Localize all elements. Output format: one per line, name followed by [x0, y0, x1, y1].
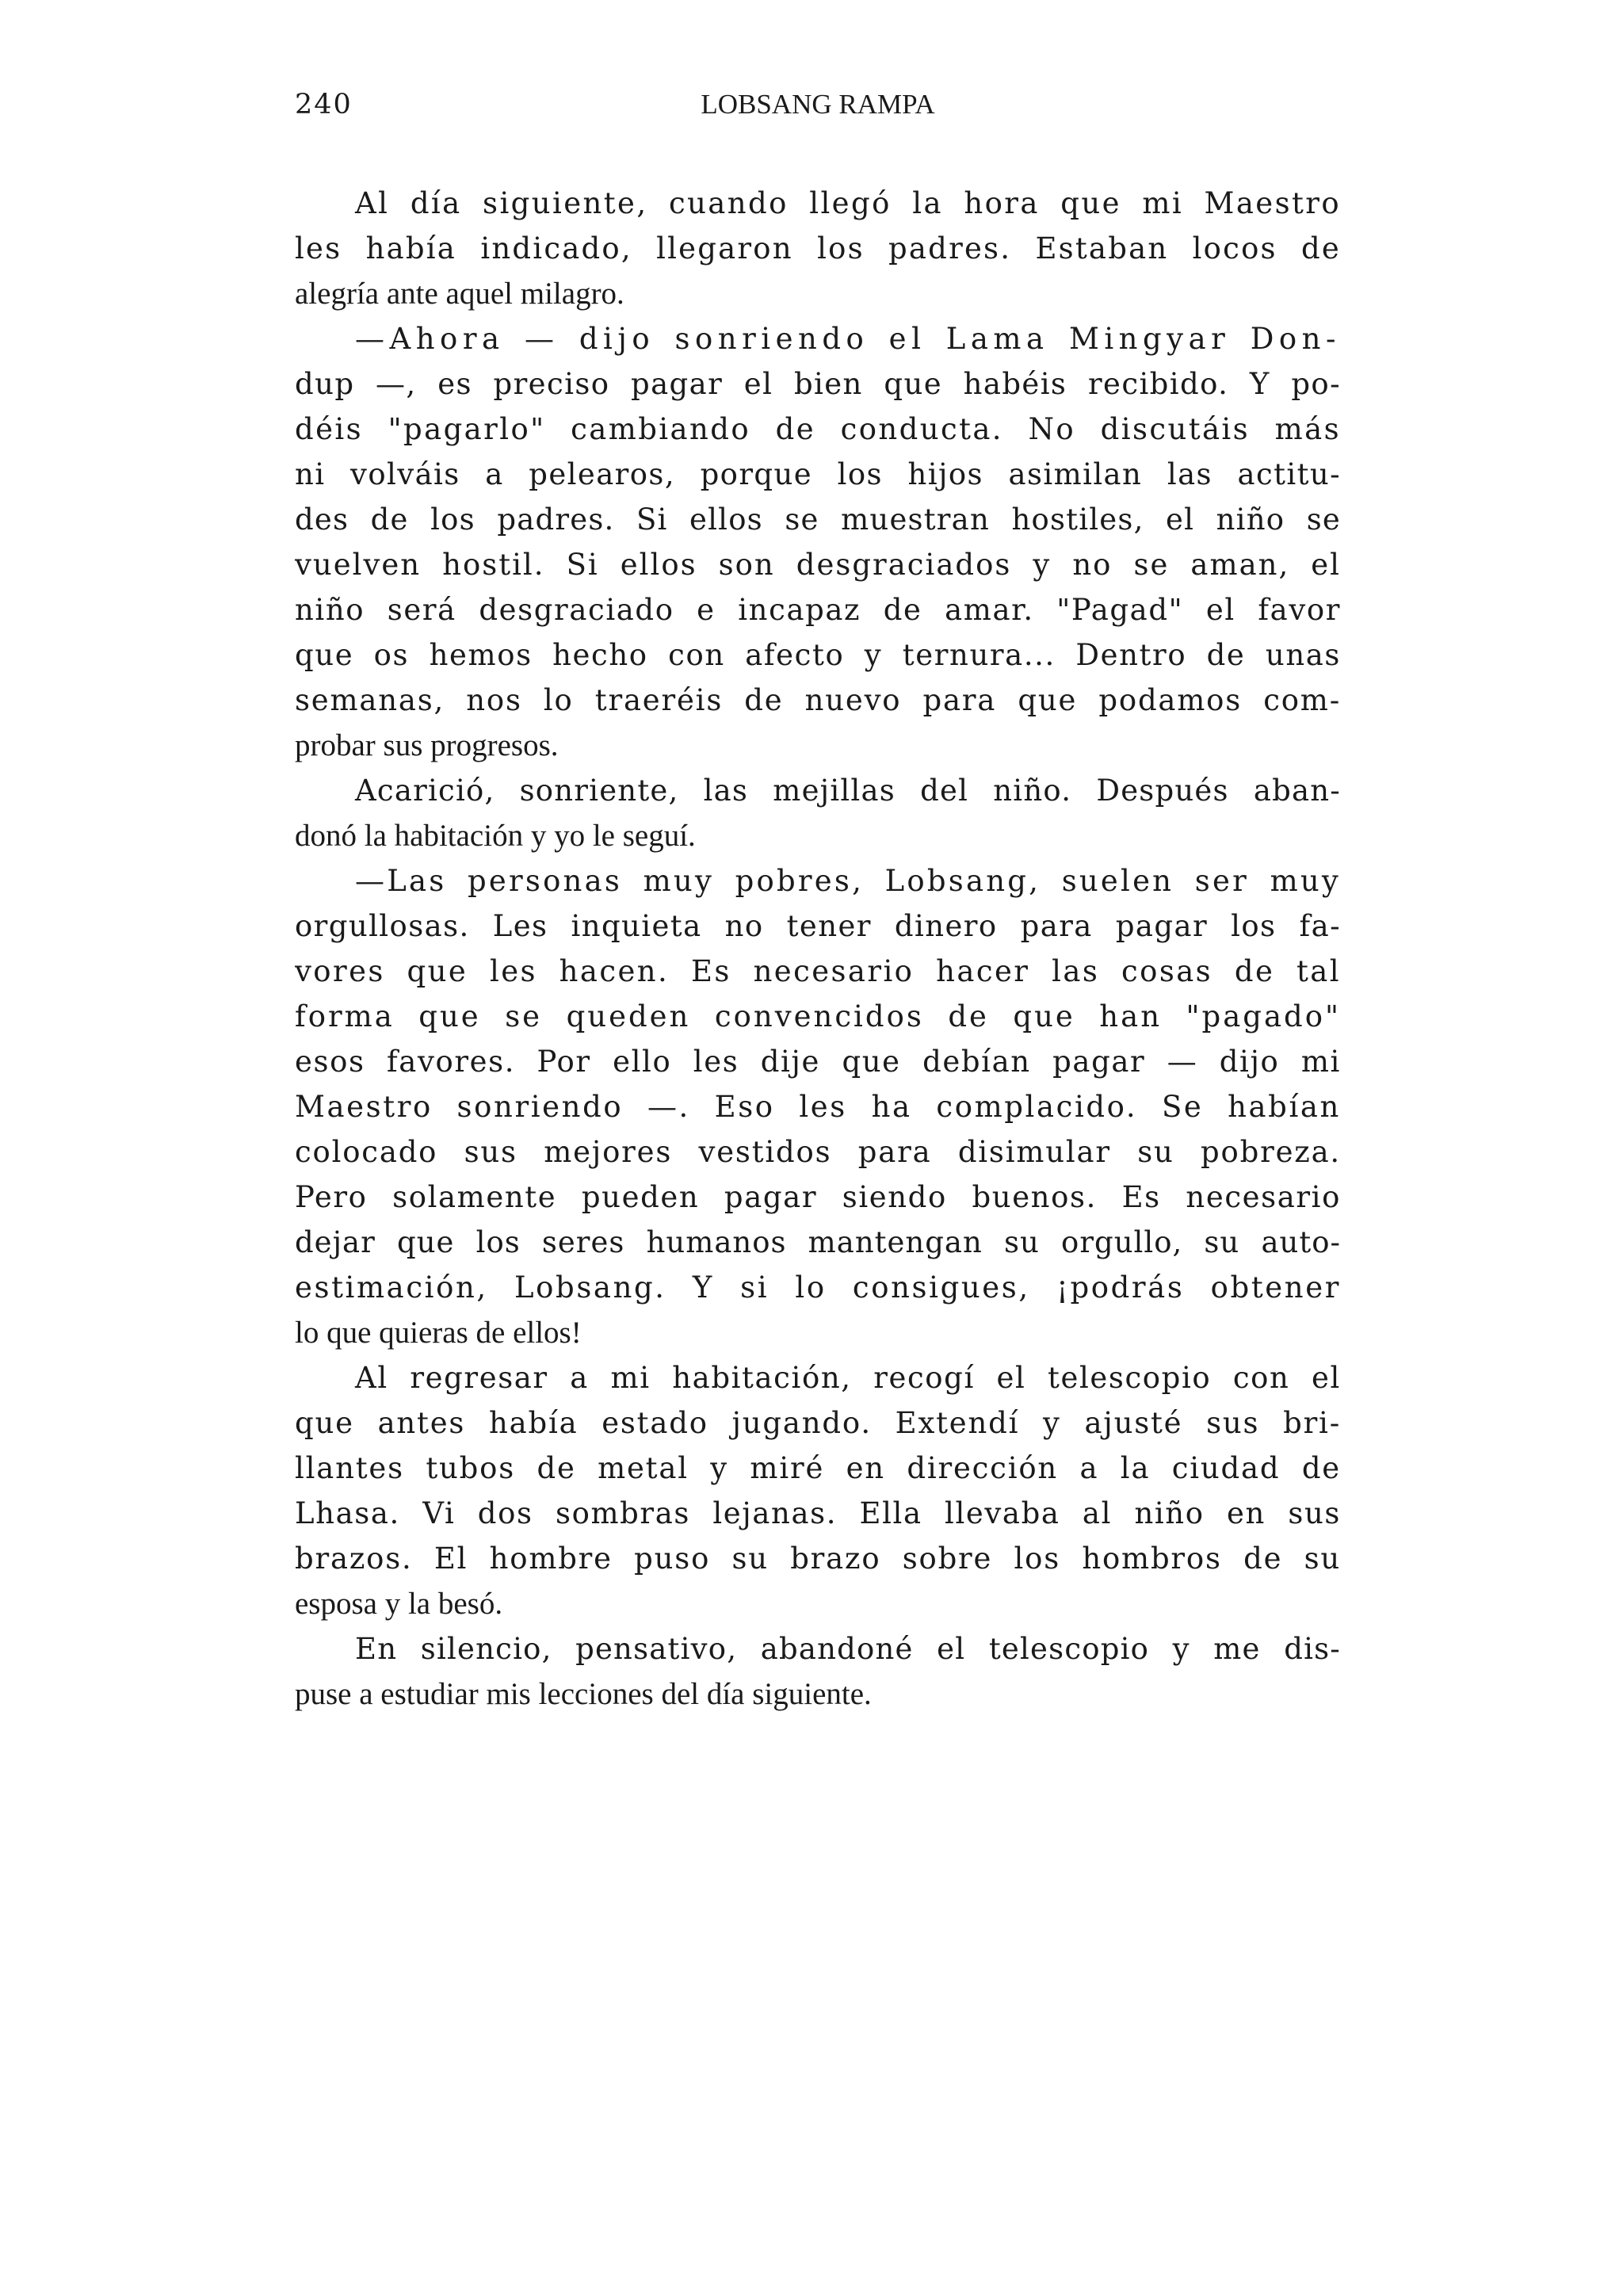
text-line: esposa y la besó.: [295, 1587, 503, 1621]
text-line: probar sus progresos.: [295, 728, 559, 762]
text-line: puse a estudiar mis lecciones del día siguiente.: [295, 1677, 872, 1711]
paragraph: [295, 181, 1341, 316]
text-line: donó la habitación y yo le seguí.: [295, 819, 696, 853]
text-line: esos favores. Por ello les dije que debían pagar — dijo mi: [295, 1045, 1341, 1079]
text-line: niño será desgraciado e incapaz de amar. "Pagad" el favor: [295, 593, 1341, 627]
paragraph: [295, 1626, 1341, 1717]
page-number: 240: [295, 89, 353, 120]
text-line: vores que les hacen. Es necesario hacer las cosas de tal: [295, 954, 1341, 988]
text-line: les había indicado, llegaron los padres. Estaban locos de: [295, 231, 1341, 266]
body-text: [295, 181, 1341, 1717]
text-line: estimación, Lobsang. Y si lo consigues, ¡podrás obtener: [295, 1270, 1341, 1305]
text-line: Al regresar a mi habitación, recogí el telescopio con el: [355, 1361, 1341, 1395]
text-line: En silencio, pensativo, abandoné el telescopio y me dis-: [355, 1632, 1341, 1666]
running-head: LOBSANG RAMPA: [701, 89, 935, 120]
text-line: Acarició, sonriente, las mejillas del niño. Después aban-: [355, 774, 1341, 808]
paragraph: [295, 316, 1341, 768]
text-line: orgullosas. Les inquieta no tener dinero para pagar los fa-: [295, 909, 1341, 943]
text-line: dejar que los seres humanos mantengan su orgullo, su auto-: [295, 1225, 1341, 1259]
paragraph: [295, 1355, 1341, 1626]
page-header: [295, 89, 1341, 136]
text-line: Maestro sonriendo —. Eso les ha complacido. Se habían: [295, 1090, 1341, 1124]
text-line: alegría ante aquel milagro.: [295, 277, 624, 311]
text-line: dup —, es preciso pagar el bien que habéis recibido. Y po-: [295, 367, 1341, 401]
text-line: Lhasa. Vi dos sombras lejanas. Ella llevaba al niño en sus: [295, 1496, 1341, 1530]
text-line: des de los padres. Si ellos se muestran hostiles, el niño se: [295, 502, 1341, 537]
text-line: —Las personas muy pobres, Lobsang, suelen ser muy: [355, 864, 1341, 898]
text-line: Pero solamente pueden pagar siendo buenos. Es necesario: [295, 1180, 1341, 1214]
text-line: que os hemos hecho con afecto y ternura... Dentro de unas: [295, 638, 1341, 672]
text-line: semanas, nos lo traeréis de nuevo para que podamos com-: [295, 683, 1341, 717]
paragraph: [295, 858, 1341, 1355]
text-line: ni volváis a pelearos, porque los hijos asimilan las actitu-: [295, 457, 1341, 491]
text-line: brazos. El hombre puso su brazo sobre los hombros de su: [295, 1541, 1341, 1576]
text-line: llantes tubos de metal y miré en dirección a la ciudad de: [295, 1451, 1341, 1485]
paragraph: [295, 768, 1341, 858]
text-line: déis "pagarlo" cambiando de conducta. No discutáis más: [295, 412, 1341, 446]
text-line: forma que se queden convencidos de que han "pagado": [295, 999, 1341, 1033]
text-line: lo que quieras de ellos!: [295, 1316, 582, 1350]
text-line: —Ahora — dijo sonriendo el Lama Mingyar Don-: [355, 322, 1341, 356]
text-line: que antes había estado jugando. Extendí y ajusté sus bri-: [295, 1406, 1341, 1440]
text-line: colocado sus mejores vestidos para disimular su pobreza.: [295, 1135, 1341, 1169]
text-line: vuelven hostil. Si ellos son desgraciados y no se aman, el: [295, 548, 1341, 582]
text-line: Al día siguiente, cuando llegó la hora que mi Maestro: [355, 186, 1341, 220]
